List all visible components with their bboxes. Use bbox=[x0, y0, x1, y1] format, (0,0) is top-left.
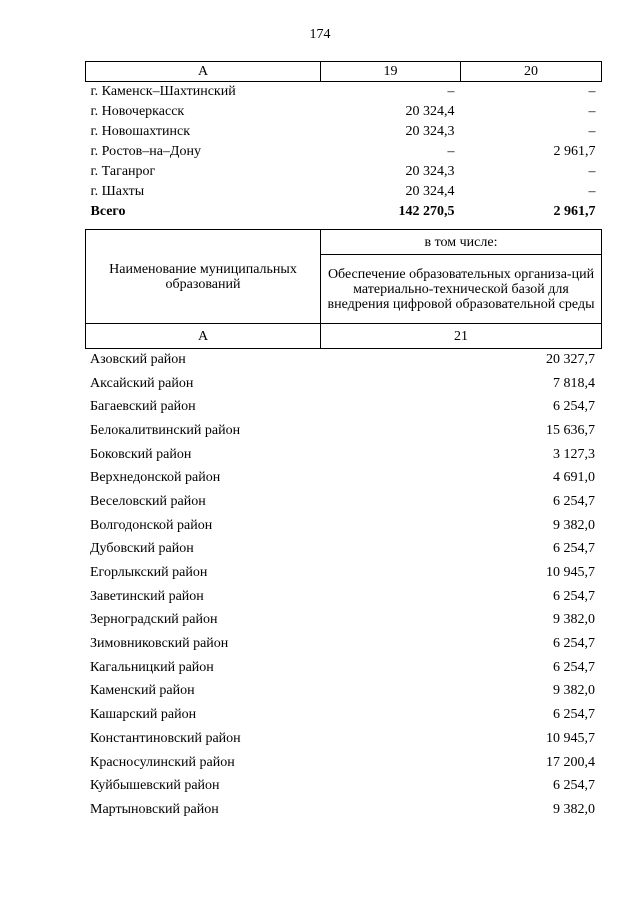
value-col-19: – bbox=[447, 84, 455, 99]
value-col-19: 20 324,4 bbox=[405, 104, 455, 119]
municipality-column-header: Наименование муниципальных образований bbox=[86, 230, 321, 324]
list-item bbox=[85, 585, 601, 609]
value-col-20: – bbox=[588, 124, 596, 139]
district-value: 6 254,7 bbox=[553, 541, 595, 557]
district-name: Константиновский район bbox=[90, 730, 241, 746]
district-value: 4 691,0 bbox=[553, 470, 595, 486]
municipality-name: г. Каменск–Шахтинский bbox=[90, 84, 236, 99]
district-value: 7 818,4 bbox=[553, 375, 595, 391]
district-name: Кагальницкий район bbox=[90, 659, 214, 675]
list-item bbox=[85, 372, 601, 396]
column-21-header: Обеспечение образовательных организа-ций материально-технической базой для внедрения цифровой образовательной среды bbox=[321, 255, 602, 324]
value-col-19: 142 270,5 bbox=[398, 204, 455, 219]
municipality-name: г. Новошахтинск bbox=[90, 124, 191, 139]
district-name: Красносулинский район bbox=[90, 754, 235, 770]
district-value: 6 254,7 bbox=[553, 493, 595, 509]
district-value: 9 382,0 bbox=[553, 801, 595, 817]
district-name: Боковский район bbox=[90, 446, 192, 462]
municipality-name: г. Ростов–на–Дону bbox=[90, 144, 201, 159]
district-name: Дубовский район bbox=[90, 541, 194, 557]
district-value: 6 254,7 bbox=[553, 778, 595, 794]
district-name: Заветинский район bbox=[90, 588, 204, 604]
value-col-20: – bbox=[588, 184, 596, 199]
value-col-19: 20 324,4 bbox=[405, 184, 455, 199]
district-value: 6 254,7 bbox=[553, 399, 595, 415]
list-item bbox=[85, 538, 601, 562]
municipality-name: Всего bbox=[90, 204, 126, 219]
district-name: Волгодонской район bbox=[90, 517, 213, 533]
including-header: в том числе: bbox=[321, 230, 602, 255]
municipality-name: г. Новочеркасск bbox=[90, 104, 185, 119]
district-name: Егорлыкский район bbox=[90, 565, 208, 581]
district-value: 17 200,4 bbox=[546, 754, 595, 770]
value-col-20: – bbox=[588, 164, 596, 179]
district-name: Азовский район bbox=[90, 351, 186, 367]
district-value: 10 945,7 bbox=[546, 730, 595, 746]
column-header-20: 20 bbox=[461, 62, 602, 82]
column-index-21: 21 bbox=[321, 324, 602, 349]
value-col-19: – bbox=[447, 144, 455, 159]
district-name: Кашарский район bbox=[90, 707, 197, 723]
table-row bbox=[86, 102, 602, 122]
district-value: 9 382,0 bbox=[553, 517, 595, 533]
list-item bbox=[85, 395, 601, 419]
table-row bbox=[86, 122, 602, 142]
page-number: 174 bbox=[309, 27, 331, 42]
district-name: Белокалитвинский район bbox=[90, 422, 241, 438]
budget-table-cols-19-20 bbox=[85, 61, 602, 222]
list-item bbox=[85, 419, 601, 443]
district-value: 6 254,7 bbox=[553, 707, 595, 723]
value-col-19: 20 324,3 bbox=[405, 124, 455, 139]
list-item bbox=[85, 774, 601, 798]
district-name: Аксайский район bbox=[90, 375, 194, 391]
district-name: Зерноградский район bbox=[90, 612, 218, 628]
district-name: Каменский район bbox=[90, 683, 195, 699]
district-name: Веселовский район bbox=[90, 493, 206, 509]
list-item bbox=[85, 632, 601, 656]
table-row bbox=[86, 162, 602, 182]
district-name: Верхнедонской район bbox=[90, 470, 221, 486]
table-header-row bbox=[86, 62, 602, 82]
district-name: Зимовниковский район bbox=[90, 636, 229, 652]
list-item bbox=[85, 656, 601, 680]
district-value: 10 945,7 bbox=[546, 565, 595, 581]
table-row bbox=[86, 82, 602, 103]
district-name: Мартыновский район bbox=[90, 801, 219, 817]
list-item bbox=[85, 466, 601, 490]
list-item bbox=[85, 703, 601, 727]
table-row bbox=[86, 182, 602, 202]
table-row bbox=[86, 142, 602, 162]
list-item bbox=[85, 514, 601, 538]
district-value: 3 127,3 bbox=[553, 446, 595, 462]
list-item bbox=[85, 609, 601, 633]
value-col-20: – bbox=[588, 84, 596, 99]
list-item bbox=[85, 798, 601, 822]
district-value: 6 254,7 bbox=[553, 659, 595, 675]
district-name: Багаевский район bbox=[90, 399, 196, 415]
district-value: 15 636,7 bbox=[546, 422, 595, 438]
column-header-19: 19 bbox=[321, 62, 461, 82]
municipality-name: г. Таганрог bbox=[90, 164, 156, 179]
municipality-name: г. Шахты bbox=[90, 184, 145, 199]
district-table-header bbox=[85, 229, 602, 349]
column-index-a: А bbox=[86, 324, 321, 349]
list-item bbox=[85, 443, 601, 467]
value-col-20: 2 961,7 bbox=[553, 144, 596, 159]
list-item bbox=[85, 348, 601, 372]
district-value: 9 382,0 bbox=[553, 612, 595, 628]
district-name: Куйбышевский район bbox=[90, 778, 220, 794]
district-value: 9 382,0 bbox=[553, 683, 595, 699]
district-list bbox=[85, 348, 601, 822]
list-item bbox=[85, 727, 601, 751]
list-item bbox=[85, 561, 601, 585]
column-header-a: А bbox=[86, 62, 321, 82]
district-value: 20 327,7 bbox=[546, 351, 595, 367]
list-item bbox=[85, 680, 601, 704]
list-item bbox=[85, 490, 601, 514]
table-total-row bbox=[86, 202, 602, 222]
district-value: 6 254,7 bbox=[553, 588, 595, 604]
district-value: 6 254,7 bbox=[553, 636, 595, 652]
list-item bbox=[85, 751, 601, 775]
value-col-20: 2 961,7 bbox=[553, 204, 596, 219]
value-col-19: 20 324,3 bbox=[405, 164, 455, 179]
value-col-20: – bbox=[588, 104, 596, 119]
